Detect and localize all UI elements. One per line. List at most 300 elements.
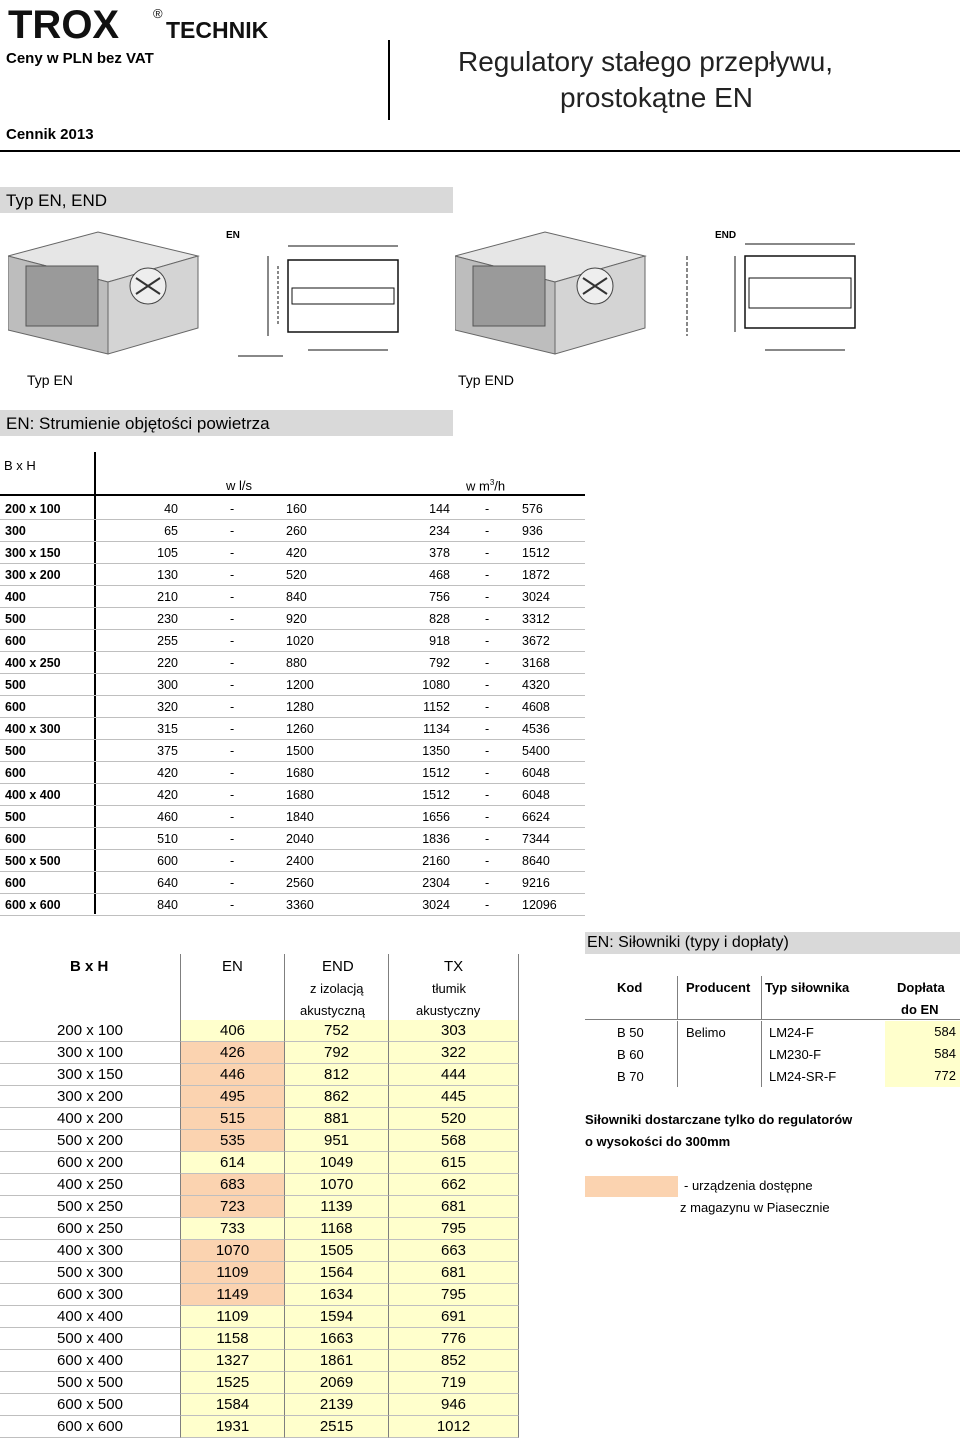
act-cell-typ: LM24-SR-F bbox=[769, 1069, 837, 1084]
flow-cell-m3h-min: 1512 bbox=[422, 788, 450, 802]
flow-cell-dash: - bbox=[485, 590, 490, 604]
section-flow-heading: EN: Strumienie objętości powietrza bbox=[0, 410, 453, 436]
table-row bbox=[0, 1416, 520, 1438]
table-row bbox=[0, 1108, 520, 1130]
price-cell-en: 1158 bbox=[181, 1328, 285, 1350]
price-hdr-div4 bbox=[518, 954, 519, 1020]
flow-cell-dash: - bbox=[230, 546, 235, 560]
flow-cell-dash: - bbox=[485, 810, 490, 824]
price-cell-en: 446 bbox=[181, 1064, 285, 1086]
flow-cell-dash: - bbox=[230, 678, 235, 692]
flow-cell-dash: - bbox=[485, 876, 490, 890]
price-cell-bxh: 600 x 300 bbox=[0, 1284, 181, 1306]
flow-cell-ls-min: 315 bbox=[157, 722, 178, 736]
price-col-end: END bbox=[322, 958, 354, 975]
price-col-end-sub2: akustyczną bbox=[300, 1003, 366, 1018]
price-cell-bxh: 500 x 200 bbox=[0, 1130, 181, 1152]
flow-cell-m3h-min: 1512 bbox=[422, 766, 450, 780]
flow-cell-ls-min: 640 bbox=[157, 876, 178, 890]
flow-table-header bbox=[0, 452, 585, 496]
flow-cell-bxh: 300 x 150 bbox=[5, 546, 61, 560]
table-row bbox=[0, 1174, 520, 1196]
flow-cell-dash: - bbox=[230, 810, 235, 824]
flow-cell-bxh: 300 x 200 bbox=[5, 568, 61, 582]
flow-cell-ls-max: 1280 bbox=[286, 700, 314, 714]
price-cell-bxh: 500 x 300 bbox=[0, 1262, 181, 1284]
price-cell-en: 1327 bbox=[181, 1350, 285, 1372]
table-row bbox=[0, 1394, 520, 1416]
table-row bbox=[0, 1306, 520, 1328]
table-row bbox=[0, 1262, 520, 1284]
caption-end: Typ END bbox=[458, 372, 515, 388]
flow-cell-bxh: 400 x 250 bbox=[5, 656, 61, 670]
act-hdr-div1 bbox=[677, 976, 678, 1020]
table-row bbox=[0, 894, 585, 916]
act-row-div2 bbox=[761, 1021, 762, 1043]
flow-cell-dash: - bbox=[230, 634, 235, 648]
price-hdr-div2 bbox=[284, 954, 285, 1020]
flow-cell-dash: - bbox=[485, 678, 490, 692]
table-row bbox=[585, 1065, 960, 1087]
table-row bbox=[0, 872, 585, 894]
act-cell-kod: B 70 bbox=[617, 1069, 644, 1084]
actuator-note-1: Siłowniki dostarczane tylko do regulatorów bbox=[585, 1112, 853, 1127]
flow-cell-m3h-max: 6624 bbox=[522, 810, 550, 824]
price-col-tx: TX bbox=[444, 958, 464, 975]
table-row bbox=[0, 520, 585, 542]
price-cell-end: 2069 bbox=[285, 1372, 389, 1394]
table-row bbox=[0, 542, 585, 564]
price-cell-en: 495 bbox=[181, 1086, 285, 1108]
flow-cell-dash: - bbox=[485, 854, 490, 868]
flow-cell-ls-max: 1200 bbox=[286, 678, 314, 692]
flow-cell-bxh: 500 bbox=[5, 744, 26, 758]
flow-cell-ls-max: 840 bbox=[286, 590, 307, 604]
table-row bbox=[0, 1218, 520, 1240]
flow-cell-dash: - bbox=[230, 766, 235, 780]
price-cell-en: 426 bbox=[181, 1042, 285, 1064]
logo-brand: TROX bbox=[8, 4, 120, 42]
price-cell-en: 1109 bbox=[181, 1306, 285, 1328]
act-row-div1 bbox=[677, 1021, 678, 1043]
flow-cell-m3h-max: 7344 bbox=[522, 832, 550, 846]
stock-legend-line-2: z magazynu w Piasecznie bbox=[680, 1200, 830, 1215]
table-row bbox=[0, 806, 585, 828]
flow-cell-dash: - bbox=[485, 634, 490, 648]
logo-registered: ® bbox=[153, 6, 163, 21]
flow-cell-dash: - bbox=[230, 656, 235, 670]
price-cell-end: 1505 bbox=[285, 1240, 389, 1262]
flow-cell-bxh: 600 bbox=[5, 700, 26, 714]
act-cell-producent: Belimo bbox=[686, 1025, 726, 1040]
flow-cell-ls-max: 2400 bbox=[286, 854, 314, 868]
table-row bbox=[0, 784, 585, 806]
flow-cell-ls-min: 220 bbox=[157, 656, 178, 670]
act-col-producent: Producent bbox=[686, 980, 751, 995]
prices-note: Ceny w PLN bez VAT bbox=[6, 50, 154, 67]
act-row-div2 bbox=[761, 1043, 762, 1065]
flow-cell-ls-max: 1500 bbox=[286, 744, 314, 758]
flow-cell-dash: - bbox=[230, 898, 235, 912]
table-row bbox=[0, 564, 585, 586]
flow-cell-ls-min: 40 bbox=[164, 502, 178, 516]
price-cell-end: 792 bbox=[285, 1042, 389, 1064]
flow-cell-bxh: 600 bbox=[5, 876, 26, 890]
flow-cell-dash: - bbox=[485, 898, 490, 912]
price-cell-tx: 444 bbox=[389, 1064, 519, 1086]
flow-cell-m3h-min: 2304 bbox=[422, 876, 450, 890]
price-cell-tx: 946 bbox=[389, 1394, 519, 1416]
flow-cell-bxh: 200 x 100 bbox=[5, 502, 61, 516]
flow-cell-bxh: 600 bbox=[5, 634, 26, 648]
act-row-div1 bbox=[677, 1043, 678, 1065]
flow-cell-m3h-max: 3168 bbox=[522, 656, 550, 670]
flow-cell-ls-max: 2560 bbox=[286, 876, 314, 890]
price-cell-bxh: 500 x 250 bbox=[0, 1196, 181, 1218]
flow-cell-dash: - bbox=[485, 612, 490, 626]
table-row bbox=[0, 1020, 520, 1042]
flow-cell-ls-min: 420 bbox=[157, 788, 178, 802]
table-row bbox=[0, 1328, 520, 1350]
price-cell-en: 723 bbox=[181, 1196, 285, 1218]
flow-col-bxh: B x H bbox=[4, 458, 36, 473]
flow-cell-dash: - bbox=[230, 590, 235, 604]
table-row bbox=[0, 608, 585, 630]
flow-cell-m3h-max: 576 bbox=[522, 502, 543, 516]
price-cell-en: 614 bbox=[181, 1152, 285, 1174]
act-row-div2 bbox=[761, 1065, 762, 1087]
price-cell-end: 1861 bbox=[285, 1350, 389, 1372]
price-cell-en: 1931 bbox=[181, 1416, 285, 1438]
price-cell-bxh: 600 x 600 bbox=[0, 1416, 181, 1438]
act-col-kod: Kod bbox=[617, 980, 643, 995]
flow-cell-m3h-max: 6048 bbox=[522, 788, 550, 802]
flow-cell-bxh: 400 x 300 bbox=[5, 722, 61, 736]
table-row bbox=[0, 1372, 520, 1394]
flow-cell-m3h-min: 1350 bbox=[422, 744, 450, 758]
table-row bbox=[0, 1196, 520, 1218]
price-cell-bxh: 500 x 400 bbox=[0, 1328, 181, 1350]
table-row bbox=[0, 498, 585, 520]
logo-sub: TECHNIK bbox=[166, 17, 269, 42]
flow-cell-bxh: 400 x 400 bbox=[5, 788, 61, 802]
price-hdr-div3 bbox=[388, 954, 389, 1020]
flow-cell-ls-min: 105 bbox=[157, 546, 178, 560]
flow-cell-ls-max: 920 bbox=[286, 612, 307, 626]
flow-cell-dash: - bbox=[485, 546, 490, 560]
table-row bbox=[0, 1086, 520, 1108]
flow-cell-dash: - bbox=[485, 744, 490, 758]
flow-cell-m3h-max: 6048 bbox=[522, 766, 550, 780]
flow-cell-ls-max: 520 bbox=[286, 568, 307, 582]
flow-cell-ls-min: 840 bbox=[157, 898, 178, 912]
en-product-drawing bbox=[8, 226, 438, 366]
flow-cell-bxh: 600 bbox=[5, 832, 26, 846]
price-cell-en: 683 bbox=[181, 1174, 285, 1196]
price-cell-tx: 322 bbox=[389, 1042, 519, 1064]
table-row bbox=[0, 586, 585, 608]
price-cell-tx: 795 bbox=[389, 1218, 519, 1240]
stock-legend-line-1: - urządzenia dostępne bbox=[684, 1178, 813, 1193]
table-row bbox=[585, 1043, 960, 1065]
flow-cell-m3h-min: 1836 bbox=[422, 832, 450, 846]
table-row bbox=[585, 1021, 960, 1043]
flow-cell-dash: - bbox=[485, 568, 490, 582]
flow-cell-ls-max: 880 bbox=[286, 656, 307, 670]
price-cell-end: 2139 bbox=[285, 1394, 389, 1416]
price-cell-tx: 615 bbox=[389, 1152, 519, 1174]
price-cell-tx: 681 bbox=[389, 1262, 519, 1284]
price-cell-end: 1139 bbox=[285, 1196, 389, 1218]
svg-text:END: END bbox=[715, 230, 737, 241]
flow-cell-m3h-min: 792 bbox=[429, 656, 450, 670]
price-cell-end: 1634 bbox=[285, 1284, 389, 1306]
flow-cell-dash: - bbox=[485, 700, 490, 714]
flow-cell-bxh: 500 bbox=[5, 678, 26, 692]
flow-cell-ls-max: 1680 bbox=[286, 788, 314, 802]
price-col-end-sub1: z izolacją bbox=[310, 981, 364, 996]
act-col-typ: Typ siłownika bbox=[765, 980, 850, 995]
table-row bbox=[0, 630, 585, 652]
m3h-suffix: /h bbox=[494, 478, 506, 494]
flow-cell-ls-min: 130 bbox=[157, 568, 178, 582]
header-divider bbox=[388, 40, 390, 120]
price-cell-bxh: 400 x 400 bbox=[0, 1306, 181, 1328]
price-cell-en: 406 bbox=[181, 1020, 285, 1042]
price-cell-end: 1070 bbox=[285, 1174, 389, 1196]
price-cell-tx: 662 bbox=[389, 1174, 519, 1196]
flow-cell-dash: - bbox=[230, 700, 235, 714]
act-col-doplata-sub: do EN bbox=[901, 1002, 939, 1017]
flow-cell-bxh: 600 x 600 bbox=[5, 898, 61, 912]
pricelist-year: Cennik 2013 bbox=[6, 126, 94, 143]
act-col-doplata: Dopłata bbox=[897, 980, 945, 995]
flow-cell-m3h-min: 1656 bbox=[422, 810, 450, 824]
price-cell-tx: 681 bbox=[389, 1196, 519, 1218]
act-cell-doplata: 584 bbox=[885, 1021, 960, 1043]
price-cell-bxh: 600 x 250 bbox=[0, 1218, 181, 1240]
price-col-en: EN bbox=[222, 958, 243, 975]
flow-cell-ls-min: 230 bbox=[157, 612, 178, 626]
table-row bbox=[0, 828, 585, 850]
flow-cell-dash: - bbox=[485, 832, 490, 846]
flow-cell-bxh: 500 x 500 bbox=[5, 854, 61, 868]
price-cell-end: 881 bbox=[285, 1108, 389, 1130]
flow-cell-dash: - bbox=[230, 832, 235, 846]
price-cell-bxh: 600 x 500 bbox=[0, 1394, 181, 1416]
flow-cell-dash: - bbox=[230, 722, 235, 736]
table-row bbox=[0, 1350, 520, 1372]
price-cell-tx: 852 bbox=[389, 1350, 519, 1372]
flow-cell-bxh: 500 bbox=[5, 612, 26, 626]
flow-cell-dash: - bbox=[230, 788, 235, 802]
act-cell-typ: LM230-F bbox=[769, 1047, 822, 1062]
flow-cell-m3h-min: 1080 bbox=[422, 678, 450, 692]
caption-en: Typ EN bbox=[27, 372, 73, 388]
actuator-table-header bbox=[585, 976, 960, 1020]
price-cell-en: 1109 bbox=[181, 1262, 285, 1284]
flow-cell-ls-max: 160 bbox=[286, 502, 307, 516]
price-cell-bxh: 400 x 250 bbox=[0, 1174, 181, 1196]
flow-cell-m3h-min: 234 bbox=[429, 524, 450, 538]
price-cell-end: 1168 bbox=[285, 1218, 389, 1240]
flow-cell-ls-max: 1840 bbox=[286, 810, 314, 824]
flow-cell-bxh: 600 bbox=[5, 766, 26, 780]
flow-cell-ls-max: 3360 bbox=[286, 898, 314, 912]
flow-cell-m3h-min: 756 bbox=[429, 590, 450, 604]
price-cell-end: 862 bbox=[285, 1086, 389, 1108]
flow-cell-m3h-min: 3024 bbox=[422, 898, 450, 912]
flow-cell-ls-min: 510 bbox=[157, 832, 178, 846]
m3h-prefix: w m bbox=[466, 478, 490, 494]
price-cell-tx: 795 bbox=[389, 1284, 519, 1306]
price-cell-bxh: 300 x 100 bbox=[0, 1042, 181, 1064]
price-cell-end: 752 bbox=[285, 1020, 389, 1042]
flow-cell-m3h-min: 2160 bbox=[422, 854, 450, 868]
flow-cell-m3h-max: 1512 bbox=[522, 546, 550, 560]
flow-cell-bxh: 300 bbox=[5, 524, 26, 538]
price-cell-bxh: 600 x 200 bbox=[0, 1152, 181, 1174]
price-cell-end: 812 bbox=[285, 1064, 389, 1086]
end-product-drawing bbox=[455, 226, 885, 366]
flow-cell-ls-min: 460 bbox=[157, 810, 178, 824]
title-line-2: prostokątne EN bbox=[560, 82, 753, 113]
flow-cell-m3h-max: 4608 bbox=[522, 700, 550, 714]
flow-cell-dash: - bbox=[230, 876, 235, 890]
flow-cell-m3h-max: 3024 bbox=[522, 590, 550, 604]
table-row bbox=[0, 674, 585, 696]
flow-cell-m3h-min: 378 bbox=[429, 546, 450, 560]
table-row bbox=[0, 740, 585, 762]
table-row bbox=[0, 762, 585, 784]
price-cell-tx: 691 bbox=[389, 1306, 519, 1328]
flow-cell-m3h-min: 468 bbox=[429, 568, 450, 582]
actuator-note-2: o wysokości do 300mm bbox=[585, 1134, 731, 1149]
flow-cell-m3h-max: 1872 bbox=[522, 568, 550, 582]
price-table-header bbox=[0, 954, 520, 1020]
price-cell-en: 1584 bbox=[181, 1394, 285, 1416]
flow-cell-ls-max: 420 bbox=[286, 546, 307, 560]
flow-cell-m3h-max: 4320 bbox=[522, 678, 550, 692]
price-cell-end: 1564 bbox=[285, 1262, 389, 1284]
page-title bbox=[458, 44, 938, 116]
section-types-heading: Typ EN, END bbox=[0, 187, 453, 213]
flow-cell-dash: - bbox=[230, 744, 235, 758]
flow-cell-bxh: 500 bbox=[5, 810, 26, 824]
flow-cell-dash: - bbox=[230, 524, 235, 538]
flow-cell-m3h-max: 3312 bbox=[522, 612, 550, 626]
section-actuators-heading: EN: Siłowniki (typy i dopłaty) bbox=[585, 932, 960, 954]
flow-cell-dash: - bbox=[230, 612, 235, 626]
flow-cell-dash: - bbox=[485, 722, 490, 736]
flow-cell-m3h-min: 918 bbox=[429, 634, 450, 648]
act-cell-typ: LM24-F bbox=[769, 1025, 814, 1040]
price-cell-bxh: 300 x 200 bbox=[0, 1086, 181, 1108]
price-col-bxh: B x H bbox=[70, 958, 109, 975]
flow-cell-ls-min: 65 bbox=[164, 524, 178, 538]
price-cell-en: 535 bbox=[181, 1130, 285, 1152]
flow-cell-ls-min: 300 bbox=[157, 678, 178, 692]
table-row bbox=[0, 652, 585, 674]
flow-cell-ls-max: 260 bbox=[286, 524, 307, 538]
price-cell-tx: 663 bbox=[389, 1240, 519, 1262]
flow-cell-ls-max: 1680 bbox=[286, 766, 314, 780]
flow-cell-ls-min: 255 bbox=[157, 634, 178, 648]
price-cell-en: 1149 bbox=[181, 1284, 285, 1306]
flow-cell-ls-min: 320 bbox=[157, 700, 178, 714]
table-row bbox=[0, 1152, 520, 1174]
price-cell-end: 1594 bbox=[285, 1306, 389, 1328]
price-cell-en: 1070 bbox=[181, 1240, 285, 1262]
flow-cell-m3h-max: 9216 bbox=[522, 876, 550, 890]
flow-cell-ls-min: 600 bbox=[157, 854, 178, 868]
table-row bbox=[0, 718, 585, 740]
table-row bbox=[0, 1130, 520, 1152]
flow-cell-ls-max: 2040 bbox=[286, 832, 314, 846]
act-row-div1 bbox=[677, 1065, 678, 1087]
flow-cell-dash: - bbox=[485, 524, 490, 538]
price-col-tx-sub2: akustyczny bbox=[416, 1003, 481, 1018]
price-hdr-div1 bbox=[180, 954, 181, 1020]
flow-cell-dash: - bbox=[485, 656, 490, 670]
price-cell-bxh: 300 x 150 bbox=[0, 1064, 181, 1086]
price-cell-end: 1049 bbox=[285, 1152, 389, 1174]
flow-cell-dash: - bbox=[485, 502, 490, 516]
flow-cell-m3h-min: 144 bbox=[429, 502, 450, 516]
flow-cell-bxh: 400 bbox=[5, 590, 26, 604]
flow-cell-m3h-max: 8640 bbox=[522, 854, 550, 868]
price-cell-end: 1663 bbox=[285, 1328, 389, 1350]
price-cell-en: 515 bbox=[181, 1108, 285, 1130]
price-cell-tx: 445 bbox=[389, 1086, 519, 1108]
flow-cell-m3h-min: 1152 bbox=[423, 700, 450, 714]
flow-cell-ls-min: 420 bbox=[157, 766, 178, 780]
act-cell-doplata: 584 bbox=[885, 1043, 960, 1065]
price-cell-tx: 1012 bbox=[389, 1416, 519, 1438]
flow-cell-m3h-min: 1134 bbox=[423, 722, 450, 736]
flow-cell-m3h-max: 5400 bbox=[522, 744, 550, 758]
table-row bbox=[0, 1240, 520, 1262]
header-rule bbox=[0, 150, 960, 152]
price-cell-bxh: 400 x 200 bbox=[0, 1108, 181, 1130]
flow-cell-m3h-max: 4536 bbox=[522, 722, 550, 736]
flow-cell-dash: - bbox=[230, 502, 235, 516]
trox-logo bbox=[8, 4, 298, 42]
act-cell-kod: B 60 bbox=[617, 1047, 644, 1062]
flow-col-m3h bbox=[466, 478, 505, 493]
price-cell-bxh: 200 x 100 bbox=[0, 1020, 181, 1042]
flow-cell-ls-min: 375 bbox=[157, 744, 178, 758]
price-cell-end: 951 bbox=[285, 1130, 389, 1152]
flow-cell-dash: - bbox=[230, 568, 235, 582]
flow-cell-m3h-max: 3672 bbox=[522, 634, 550, 648]
price-col-tx-sub1: tłumik bbox=[432, 981, 466, 996]
flow-cell-m3h-max: 936 bbox=[522, 524, 543, 538]
title-line-1: Regulatory stałego przepływu, bbox=[458, 46, 834, 77]
price-cell-en: 1525 bbox=[181, 1372, 285, 1394]
table-row bbox=[0, 1042, 520, 1064]
price-cell-en: 733 bbox=[181, 1218, 285, 1240]
flow-cell-ls-min: 210 bbox=[157, 590, 178, 604]
price-cell-tx: 303 bbox=[389, 1020, 519, 1042]
stock-legend-swatch bbox=[585, 1176, 678, 1197]
act-cell-doplata: 772 bbox=[885, 1065, 960, 1087]
flow-cell-m3h-max: 12096 bbox=[522, 898, 557, 912]
flow-cell-dash: - bbox=[485, 788, 490, 802]
price-cell-tx: 520 bbox=[389, 1108, 519, 1130]
flow-col-ls: w l/s bbox=[226, 478, 252, 493]
flow-cell-dash: - bbox=[485, 766, 490, 780]
